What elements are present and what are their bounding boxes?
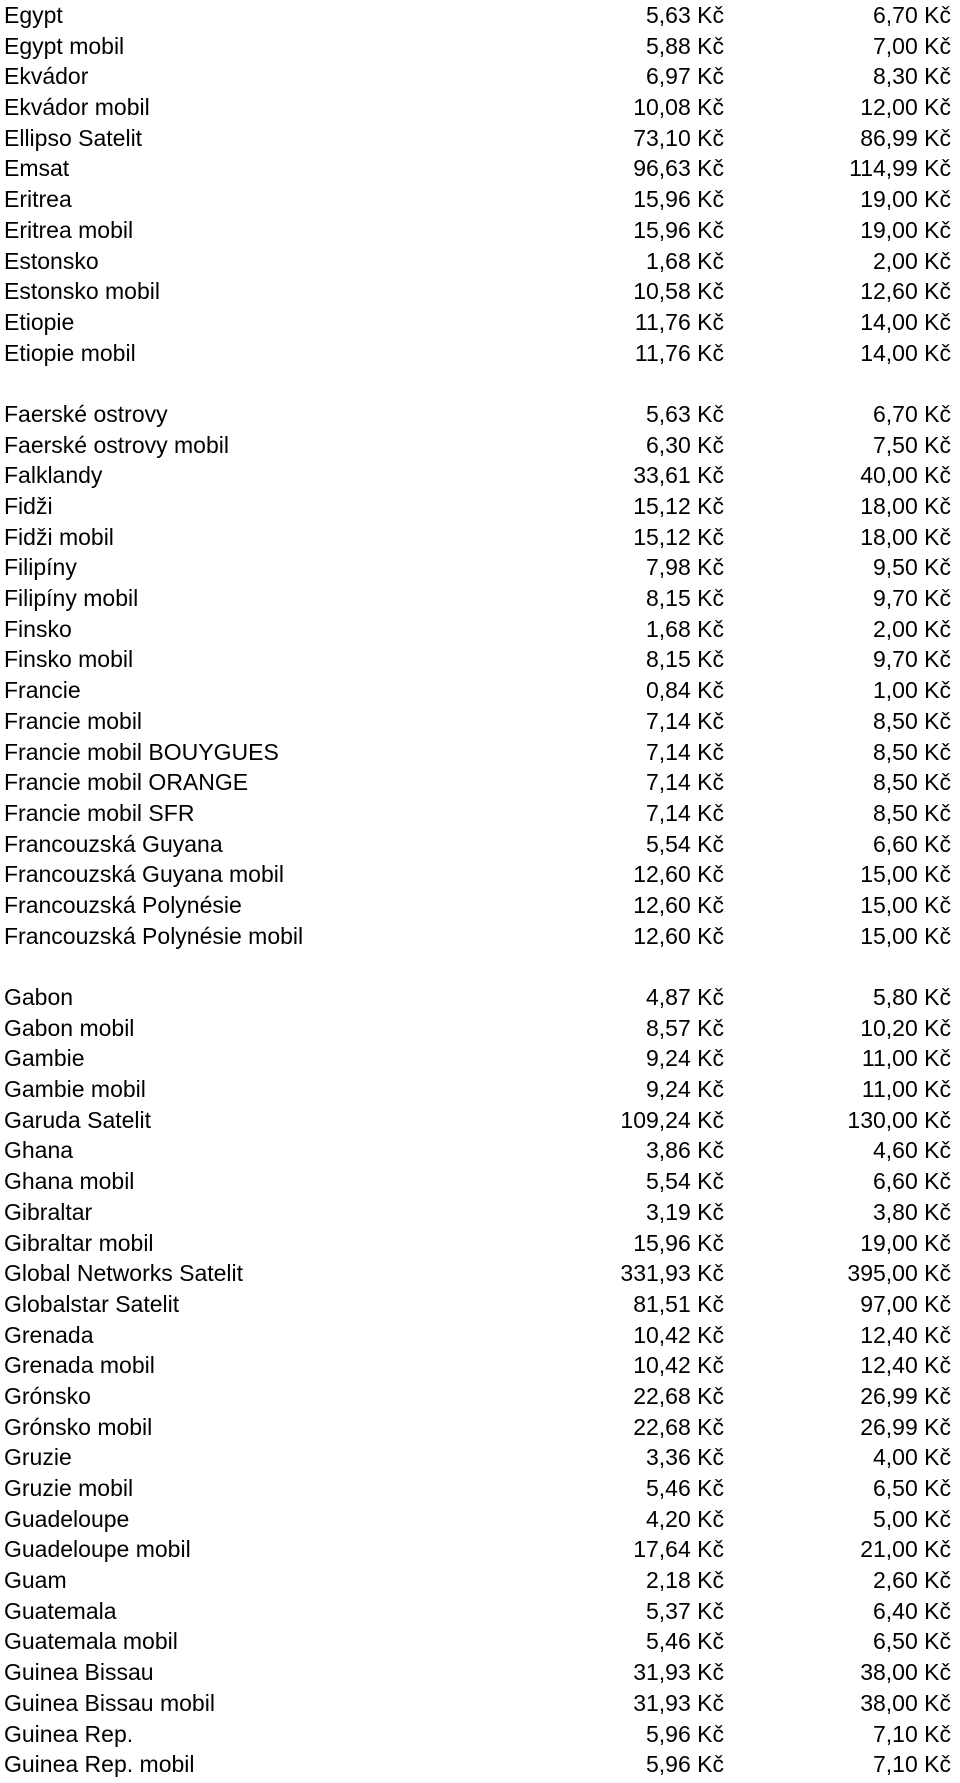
table-row (0, 399, 960, 430)
price-net: 5,37 Kč (646, 1597, 724, 1624)
price-gross: 14,00 Kč (860, 339, 951, 366)
table-row (0, 522, 960, 553)
price-net: 15,96 Kč (633, 186, 724, 213)
price-net: 22,68 Kč (633, 1382, 724, 1409)
price-net: 15,96 Kč (633, 1229, 724, 1256)
destination-name: Gambie mobil (4, 1076, 146, 1103)
table-row (0, 644, 960, 675)
price-gross: 12,60 Kč (860, 278, 951, 305)
price-net: 81,51 Kč (633, 1290, 724, 1317)
destination-name: Francie mobil SFR (4, 799, 195, 826)
destination-name: Guinea Rep. (4, 1720, 134, 1747)
price-net: 5,96 Kč (646, 1720, 724, 1747)
table-row (0, 859, 960, 890)
price-net: 5,88 Kč (646, 32, 724, 59)
table-row (0, 614, 960, 645)
price-gross: 8,50 Kč (873, 738, 951, 765)
price-net: 5,63 Kč (646, 2, 724, 28)
destination-name: Estonsko mobil (4, 278, 160, 305)
section-spacer (0, 951, 960, 982)
price-gross: 21,00 Kč (860, 1536, 951, 1563)
price-net: 2,18 Kč (646, 1567, 724, 1594)
table-row (0, 1596, 960, 1627)
table-row (0, 1228, 960, 1259)
destination-name: Grónsko (4, 1382, 91, 1409)
price-net: 6,30 Kč (646, 431, 724, 458)
destination-name: Gruzie mobil (4, 1475, 134, 1501)
price-net: 10,58 Kč (633, 278, 724, 305)
price-gross: 8,30 Kč (873, 63, 951, 90)
destination-name: Etiopie mobil (4, 339, 136, 366)
table-row (0, 552, 960, 583)
destination-name: Francie mobil (4, 707, 143, 734)
table-row (0, 890, 960, 921)
price-gross: 7,00 Kč (873, 32, 951, 59)
price-gross: 11,00 Kč (861, 1045, 951, 1072)
destination-name: Guadeloupe mobil (4, 1536, 191, 1563)
price-net: 17,64 Kč (633, 1536, 724, 1563)
table-row (0, 153, 960, 184)
price-net: 12,60 Kč (633, 922, 724, 949)
price-gross: 5,80 Kč (873, 984, 951, 1010)
table-row (0, 982, 960, 1013)
price-net: 12,60 Kč (633, 861, 724, 888)
price-gross: 38,00 Kč (860, 1659, 951, 1686)
price-net: 15,12 Kč (633, 493, 724, 519)
price-net: 11,76 Kč (634, 339, 724, 366)
price-net: 3,19 Kč (646, 1198, 724, 1225)
table-row (0, 767, 960, 798)
table-row (0, 706, 960, 737)
destination-name: Gabon mobil (4, 1014, 135, 1041)
table-row (0, 1719, 960, 1750)
destination-name: Ekvádor mobil (4, 94, 150, 121)
price-net: 15,12 Kč (633, 523, 724, 550)
price-net: 10,42 Kč (633, 1352, 724, 1379)
destination-name: Faerské ostrovy mobil (4, 431, 229, 458)
table-row (0, 1135, 960, 1166)
price-gross: 1,00 Kč (873, 677, 951, 704)
price-net: 331,93 Kč (620, 1260, 724, 1287)
table-row (0, 1043, 960, 1074)
price-net: 7,14 Kč (646, 799, 724, 826)
table-row (0, 1749, 960, 1780)
price-gross: 2,00 Kč (873, 615, 951, 642)
destination-name: Francie mobil BOUYGUES (4, 738, 279, 765)
destination-name: Garuda Satelit (4, 1106, 152, 1133)
price-net: 7,98 Kč (646, 554, 724, 581)
price-net: 15,96 Kč (633, 216, 724, 243)
price-gross: 6,40 Kč (873, 1597, 951, 1624)
table-row (0, 921, 960, 952)
price-gross: 6,70 Kč (873, 400, 951, 427)
table-row (0, 338, 960, 369)
price-gross: 8,50 Kč (873, 799, 951, 826)
price-gross: 18,00 Kč (860, 523, 951, 550)
price-net: 12,60 Kč (633, 891, 724, 918)
destination-name: Etiopie (4, 308, 75, 335)
price-gross: 97,00 Kč (860, 1290, 951, 1317)
price-gross: 12,40 Kč (860, 1321, 951, 1348)
table-row (0, 215, 960, 246)
table-row (0, 1534, 960, 1565)
destination-name: Ellipso Satelit (4, 124, 143, 151)
price-gross: 10,20 Kč (860, 1014, 951, 1041)
destination-name: Gibraltar mobil (4, 1229, 154, 1256)
price-net: 109,24 Kč (620, 1106, 724, 1133)
table-row (0, 1105, 960, 1136)
table-row (0, 276, 960, 307)
destination-name: Estonsko (4, 247, 99, 274)
price-net: 5,54 Kč (646, 1168, 724, 1195)
price-net: 73,10 Kč (633, 124, 724, 151)
destination-name: Finsko mobil (4, 646, 134, 673)
destination-name: Filipíny mobil (4, 585, 139, 612)
destination-name: Guadeloupe (4, 1505, 130, 1532)
table-row (0, 1688, 960, 1719)
destination-name: Guinea Bissau (4, 1659, 154, 1686)
destination-name: Grónsko mobil (4, 1413, 153, 1440)
table-row (0, 1289, 960, 1320)
price-net: 5,63 Kč (646, 400, 724, 427)
price-gross: 15,00 Kč (860, 861, 951, 888)
price-gross: 12,40 Kč (860, 1352, 951, 1379)
price-gross: 6,60 Kč (873, 1168, 951, 1195)
destination-name: Gruzie (4, 1444, 72, 1471)
table-row (0, 1381, 960, 1412)
price-gross: 19,00 Kč (860, 186, 951, 213)
table-row (0, 61, 960, 92)
price-net: 5,96 Kč (646, 1751, 724, 1778)
price-net: 1,68 Kč (646, 615, 724, 642)
price-net: 31,93 Kč (633, 1689, 724, 1716)
price-gross: 114,99 Kč (849, 155, 951, 182)
destination-name: Fidži mobil (4, 523, 114, 550)
price-net: 5,46 Kč (646, 1475, 724, 1501)
price-gross: 4,60 Kč (873, 1137, 951, 1164)
destination-name: Francouzská Polynésie mobil (4, 922, 304, 949)
price-gross: 15,00 Kč (860, 891, 951, 918)
price-gross: 8,50 Kč (873, 707, 951, 734)
price-gross: 7,10 Kč (873, 1751, 951, 1778)
table-row (0, 798, 960, 829)
table-row (0, 491, 960, 522)
price-gross: 11,00 Kč (861, 1076, 951, 1103)
price-gross: 6,60 Kč (873, 830, 951, 857)
table-row (0, 92, 960, 123)
table-row (0, 307, 960, 338)
destination-name: Eritrea mobil (4, 216, 134, 243)
price-net: 9,24 Kč (646, 1076, 724, 1103)
price-gross: 7,50 Kč (873, 431, 951, 458)
price-gross: 130,00 Kč (847, 1106, 951, 1133)
price-net: 5,46 Kč (646, 1628, 724, 1655)
price-gross: 14,00 Kč (860, 308, 951, 335)
table-row (0, 1473, 960, 1504)
price-net: 7,14 Kč (646, 738, 724, 765)
table-row (0, 1197, 960, 1228)
table-row (0, 1412, 960, 1443)
table-row (0, 583, 960, 614)
destination-name: Ghana (4, 1137, 74, 1164)
destination-name: Emsat (4, 155, 70, 182)
table-row (0, 1166, 960, 1197)
price-gross: 19,00 Kč (860, 216, 951, 243)
price-net: 33,61 Kč (633, 462, 724, 489)
table-row (0, 1626, 960, 1657)
price-gross: 7,10 Kč (873, 1720, 951, 1747)
price-gross: 6,50 Kč (873, 1628, 951, 1655)
table-row (0, 1565, 960, 1596)
table-row (0, 829, 960, 860)
table-row (0, 1350, 960, 1381)
table-row (0, 675, 960, 706)
destination-name: Gibraltar (4, 1198, 93, 1225)
price-gross: 5,00 Kč (873, 1505, 951, 1532)
price-net: 1,68 Kč (646, 247, 724, 274)
price-net: 9,24 Kč (646, 1045, 724, 1072)
price-gross: 6,50 Kč (873, 1475, 951, 1501)
price-gross: 19,00 Kč (860, 1229, 951, 1256)
price-net: 4,20 Kč (646, 1505, 724, 1532)
destination-name: Francouzská Guyana (4, 830, 223, 857)
price-gross: 26,99 Kč (860, 1413, 951, 1440)
table-row (0, 737, 960, 768)
price-net: 10,42 Kč (633, 1321, 724, 1348)
table-row (0, 1258, 960, 1289)
price-gross: 3,80 Kč (873, 1198, 951, 1225)
destination-name: Finsko (4, 615, 72, 642)
table-row (0, 246, 960, 277)
price-net: 10,08 Kč (633, 94, 724, 121)
price-gross: 9,50 Kč (873, 554, 951, 581)
table-row (0, 1320, 960, 1351)
table-row (0, 184, 960, 215)
destination-name: Faerské ostrovy (4, 400, 168, 427)
destination-name: Francie mobil ORANGE (4, 769, 249, 796)
price-gross: 9,70 Kč (873, 646, 951, 673)
destination-name: Grenada mobil (4, 1352, 155, 1379)
price-net: 4,87 Kč (646, 984, 724, 1010)
table-row (0, 1074, 960, 1105)
price-gross: 40,00 Kč (860, 462, 951, 489)
price-gross: 12,00 Kč (860, 94, 951, 121)
table-row (0, 1013, 960, 1044)
price-gross: 26,99 Kč (860, 1382, 951, 1409)
destination-name: Francouzská Polynésie (4, 891, 242, 918)
destination-name: Francouzská Guyana mobil (4, 861, 284, 888)
price-net: 7,14 Kč (646, 707, 724, 734)
destination-name: Globalstar Satelit (4, 1290, 180, 1317)
table-row (0, 1442, 960, 1473)
price-net: 8,57 Kč (646, 1014, 724, 1041)
destination-name: Grenada (4, 1321, 94, 1348)
destination-name: Fidži (4, 493, 53, 519)
section-spacer (0, 368, 960, 399)
price-net: 5,54 Kč (646, 830, 724, 857)
destination-name: Filipíny (4, 554, 77, 581)
price-net: 3,36 Kč (646, 1444, 724, 1471)
destination-name: Guam (4, 1567, 67, 1594)
price-gross: 9,70 Kč (873, 585, 951, 612)
table-row (0, 31, 960, 62)
destination-name: Gabon (4, 984, 74, 1010)
price-net: 3,86 Kč (646, 1137, 724, 1164)
table-row (0, 0, 960, 31)
table-row (0, 1657, 960, 1688)
price-net: 7,14 Kč (646, 769, 724, 796)
destination-name: Guatemala (4, 1597, 117, 1624)
table-row (0, 430, 960, 461)
price-gross: 38,00 Kč (860, 1689, 951, 1716)
destination-name: Falklandy (4, 462, 103, 489)
destination-name: Guatemala mobil (4, 1628, 178, 1655)
destination-name: Francie (4, 677, 81, 704)
destination-name: Eritrea (4, 186, 72, 213)
price-gross: 2,60 Kč (873, 1567, 951, 1594)
price-net: 22,68 Kč (633, 1413, 724, 1440)
destination-name: Gambie (4, 1045, 85, 1072)
price-net: 8,15 Kč (646, 646, 724, 673)
price-gross: 86,99 Kč (860, 124, 951, 151)
price-gross: 15,00 Kč (860, 922, 951, 949)
destination-name: Egypt (4, 2, 63, 28)
destination-name: Guinea Rep. mobil (4, 1751, 195, 1778)
price-net: 8,15 Kč (646, 585, 724, 612)
price-net: 31,93 Kč (633, 1659, 724, 1686)
table-row (0, 123, 960, 154)
price-gross: 8,50 Kč (873, 769, 951, 796)
destination-name: Egypt mobil (4, 32, 125, 59)
price-gross: 2,00 Kč (873, 247, 951, 274)
destination-name: Global Networks Satelit (4, 1260, 244, 1287)
price-gross: 4,00 Kč (873, 1444, 951, 1471)
price-gross: 395,00 Kč (847, 1260, 951, 1287)
price-net: 96,63 Kč (633, 155, 724, 182)
price-net: 0,84 Kč (646, 677, 724, 704)
price-gross: 6,70 Kč (873, 2, 951, 28)
price-gross: 18,00 Kč (860, 493, 951, 519)
destination-name: Ekvádor (4, 63, 89, 90)
destination-name: Ghana mobil (4, 1168, 135, 1195)
price-net: 11,76 Kč (634, 308, 724, 335)
price-net: 6,97 Kč (646, 63, 724, 90)
destination-name: Guinea Bissau mobil (4, 1689, 215, 1716)
table-row (0, 460, 960, 491)
table-row (0, 1504, 960, 1535)
